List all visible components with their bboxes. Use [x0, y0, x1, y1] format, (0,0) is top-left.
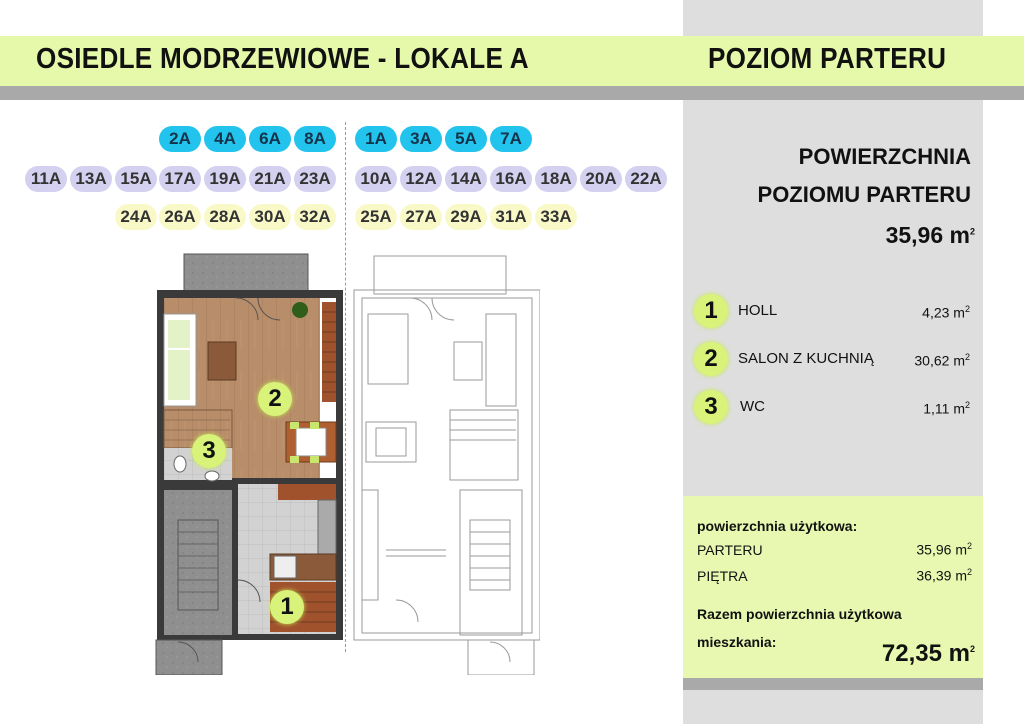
- summary-total-label-line2: mieszkania:: [697, 634, 777, 650]
- unit-badge[interactable]: 27A: [400, 204, 442, 230]
- summary-parter-label: PARTERU: [697, 542, 763, 558]
- unit-badge[interactable]: 20A: [580, 166, 622, 192]
- unit-badge[interactable]: 18A: [535, 166, 577, 192]
- unit-badge[interactable]: 21A: [249, 166, 291, 192]
- plan-marker-room-3[interactable]: 3: [192, 434, 226, 468]
- unit-badge[interactable]: 29A: [445, 204, 487, 230]
- room-area: 1,11 $m^2$: [923, 400, 970, 417]
- summary-total-label-line1: Razem powierzchnia użytkowa: [697, 606, 902, 622]
- garage-floor: [164, 490, 232, 635]
- mirrored-unit-outline: [354, 256, 540, 675]
- unit-badge[interactable]: 15A: [115, 166, 157, 192]
- unit-badge[interactable]: 12A: [400, 166, 442, 192]
- unit-badge[interactable]: 11A: [25, 166, 67, 192]
- unit-badge[interactable]: 16A: [490, 166, 532, 192]
- page-title: OSIEDLE MODRZEWIOWE - LOKALE A: [36, 43, 529, 75]
- summary-shadow: [683, 678, 983, 690]
- unit-badge[interactable]: 4A: [204, 126, 246, 152]
- unit-badge[interactable]: 28A: [204, 204, 246, 230]
- room-name: HOLL: [738, 302, 778, 319]
- summary-pietra-label: PIĘTRA: [697, 568, 748, 584]
- unit-badge[interactable]: 3A: [400, 126, 442, 152]
- summary-heading: powierzchnia użytkowa:: [697, 518, 858, 534]
- room-number-badge: 3: [694, 390, 728, 424]
- room-area: 4,23 $m^2$: [922, 304, 970, 321]
- terrace: [184, 254, 308, 294]
- unit-badge[interactable]: 1A: [355, 126, 397, 152]
- unit-badge[interactable]: 23A: [294, 166, 336, 192]
- unit-badge[interactable]: 2A: [159, 126, 201, 152]
- header-shadow: [0, 86, 1024, 100]
- unit-badge[interactable]: 33A: [535, 204, 577, 230]
- room-name: WC: [740, 398, 765, 415]
- unit-badge[interactable]: 6A: [249, 126, 291, 152]
- unit-badge[interactable]: 13A: [70, 166, 112, 192]
- unit-badge[interactable]: 7A: [490, 126, 532, 152]
- unit-badge[interactable]: 26A: [159, 204, 201, 230]
- plan-marker-room-2[interactable]: 2: [258, 382, 292, 416]
- unit-badge[interactable]: 19A: [204, 166, 246, 192]
- unit-badge[interactable]: 8A: [294, 126, 336, 152]
- page-margin: [983, 0, 1024, 724]
- area-heading-line2: POZIOMU PARTERU: [757, 182, 971, 207]
- unit-badge[interactable]: 25A: [355, 204, 397, 230]
- summary-pietra-value: 36,39 $m^2$: [916, 567, 972, 584]
- area-heading-line1: POWIERZCHNIA: [798, 144, 971, 169]
- unit-badge[interactable]: 10A: [355, 166, 397, 192]
- room-number-badge: 2: [694, 342, 728, 376]
- area-total: 35,96 $m^2$: [885, 222, 975, 248]
- unit-badge[interactable]: 17A: [159, 166, 201, 192]
- unit-badge[interactable]: 24A: [115, 204, 157, 230]
- unit-badge[interactable]: 32A: [294, 204, 336, 230]
- unit-badge[interactable]: 5A: [445, 126, 487, 152]
- room-number-badge: 1: [694, 294, 728, 328]
- room-name: SALON Z KUCHNIĄ: [738, 350, 874, 367]
- plan-marker-room-1[interactable]: 1: [270, 590, 304, 624]
- level-title: POZIOM PARTERU: [708, 43, 947, 75]
- unit-badge[interactable]: 22A: [625, 166, 667, 192]
- unit-badge[interactable]: 14A: [445, 166, 487, 192]
- summary-total-value: 72,35 $m^2$: [881, 640, 975, 667]
- summary-parter-value: 35,96 $m^2$: [916, 541, 972, 558]
- unit-badge[interactable]: 31A: [490, 204, 532, 230]
- room-area: 30,62 $m^2$: [914, 352, 970, 369]
- unit-badge[interactable]: 30A: [249, 204, 291, 230]
